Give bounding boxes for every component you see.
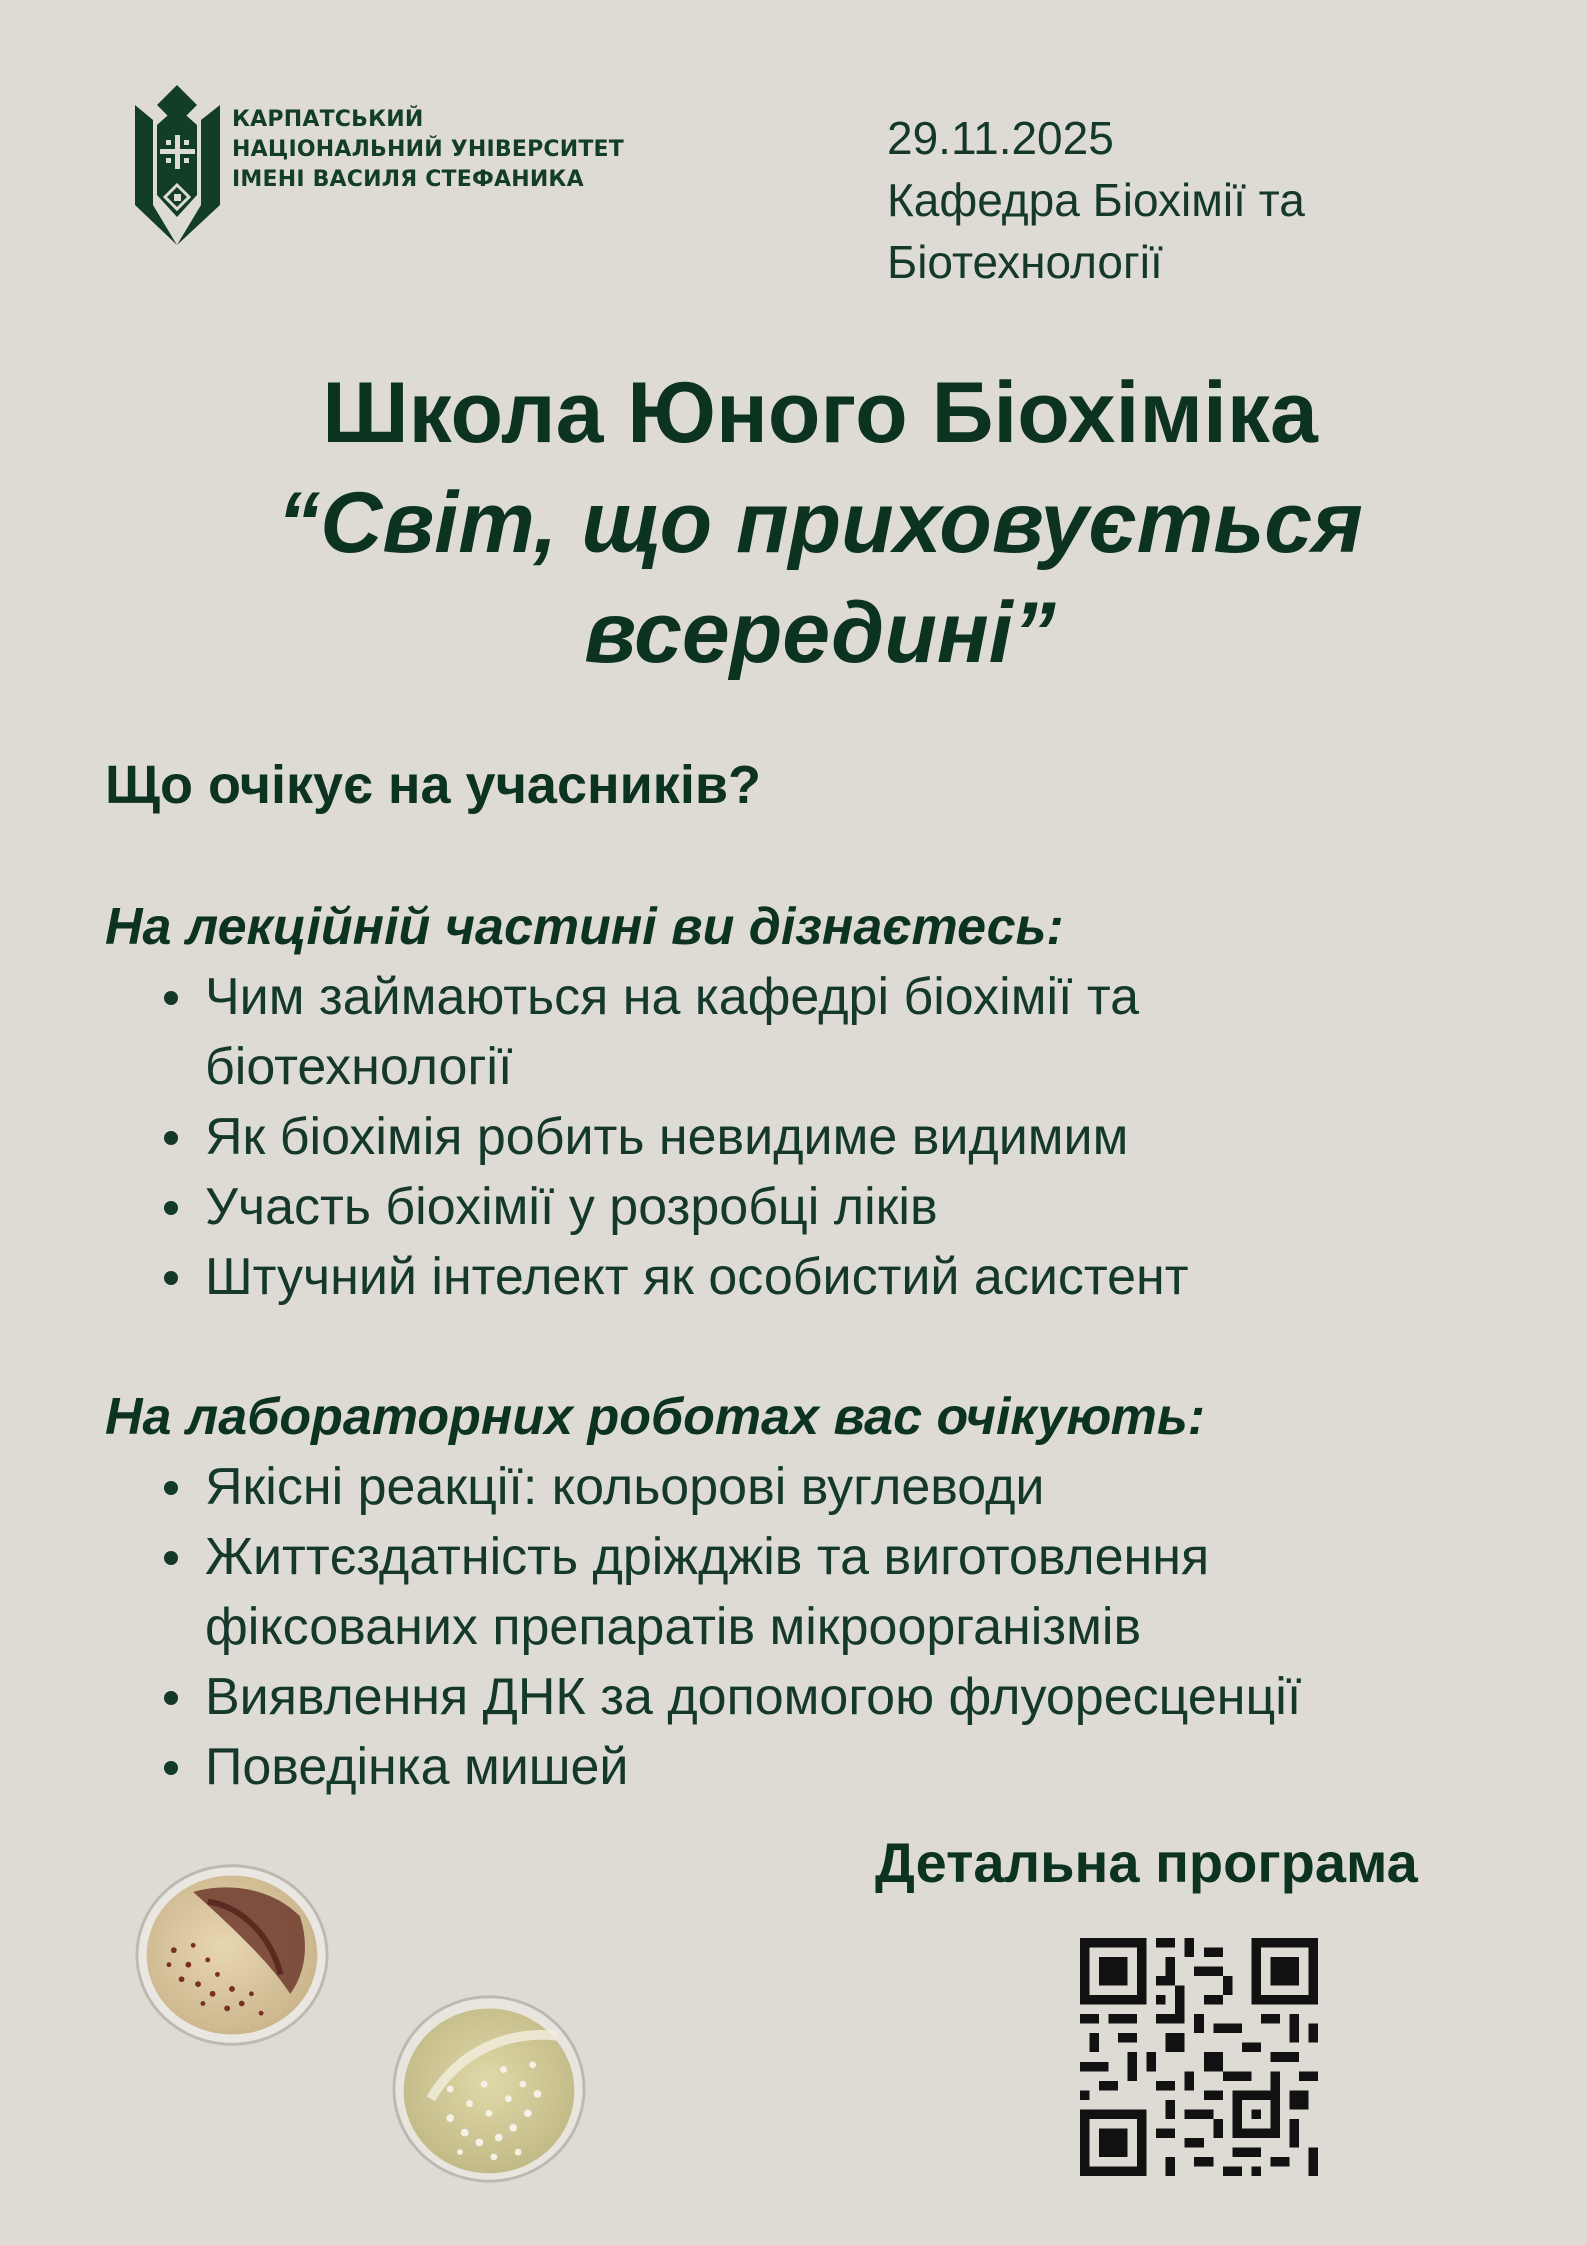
list-item-text: Життєздатність дріжджів та виготовлення [205, 1528, 1210, 1586]
bullet-icon [164, 1761, 178, 1775]
list-item [160, 1242, 1189, 1312]
bullet-icon [164, 1691, 178, 1705]
program-label: Детальна програма [875, 1831, 1418, 1894]
university-name [232, 105, 624, 195]
lecture-heading: На лекційній частині ви дізнаєтесь: [105, 898, 1064, 956]
list-item-text: Чим займаються на кафедрі біохімії та [205, 968, 1140, 1026]
university-crest-icon [135, 85, 220, 245]
subtitle-line: “Світ, що приховується [277, 475, 1363, 571]
bullet-icon [164, 991, 178, 1005]
list-item [160, 1172, 1189, 1242]
petri-dish-image [392, 1992, 586, 2186]
qr-code-icon[interactable] [1080, 1938, 1318, 2176]
list-item-continuation [160, 1592, 1301, 1662]
list-item-continuation [160, 1032, 1189, 1102]
list-item [160, 962, 1189, 1032]
event-date: 29.11.2025 [887, 112, 1114, 164]
list-item [160, 1732, 1301, 1802]
bullet-icon [164, 1201, 178, 1215]
list-item [160, 1102, 1189, 1172]
bullet-icon [164, 1131, 178, 1145]
university-name-line: КАРПАТСЬКИЙ [232, 107, 424, 132]
university-name-line: ІМЕНІ ВАСИЛЯ СТЕФАНИКА [232, 167, 584, 192]
list-item [160, 1662, 1301, 1732]
university-name-line: НАЦІОНАЛЬНИЙ УНІВЕРСИТЕТ [232, 137, 624, 162]
bullet-icon [164, 1271, 178, 1285]
bullet-icon [164, 1551, 178, 1565]
list-item [160, 1522, 1301, 1592]
subtitle-line: всередині” [584, 585, 1056, 681]
question-heading: Що очікує на учасників? [105, 755, 762, 815]
list-item-text: Штучний інтелект як особистий асистент [205, 1248, 1189, 1306]
page-title: Школа Юного Біохіміка [322, 365, 1318, 461]
list-item [160, 1452, 1301, 1522]
lab-list [160, 1452, 1301, 1802]
list-item-text: Якісні реакції: кольорові вуглеводи [205, 1458, 1045, 1516]
list-item-text: Як біохімія робить невидиме видимим [205, 1108, 1129, 1166]
list-item-text: біотехнології [205, 1038, 513, 1096]
event-info [887, 107, 1305, 293]
department-line: Біотехнології [887, 236, 1163, 288]
page-subtitle [0, 468, 1587, 688]
list-item-text: Участь біохімії у розробці ліків [205, 1178, 938, 1236]
list-item-text: фіксованих препаратів мікроорганізмів [205, 1598, 1142, 1656]
department-line: Кафедра Біохімії та [887, 174, 1305, 226]
list-item-text: Поведінка мишей [205, 1738, 629, 1796]
bullet-icon [164, 1481, 178, 1495]
petri-dish-image [135, 1858, 329, 2052]
list-item-text: Виявлення ДНК за допомогою флуоресценції [205, 1668, 1302, 1726]
lecture-list [160, 962, 1189, 1312]
lab-heading: На лабораторних роботах вас очікують: [105, 1388, 1206, 1446]
